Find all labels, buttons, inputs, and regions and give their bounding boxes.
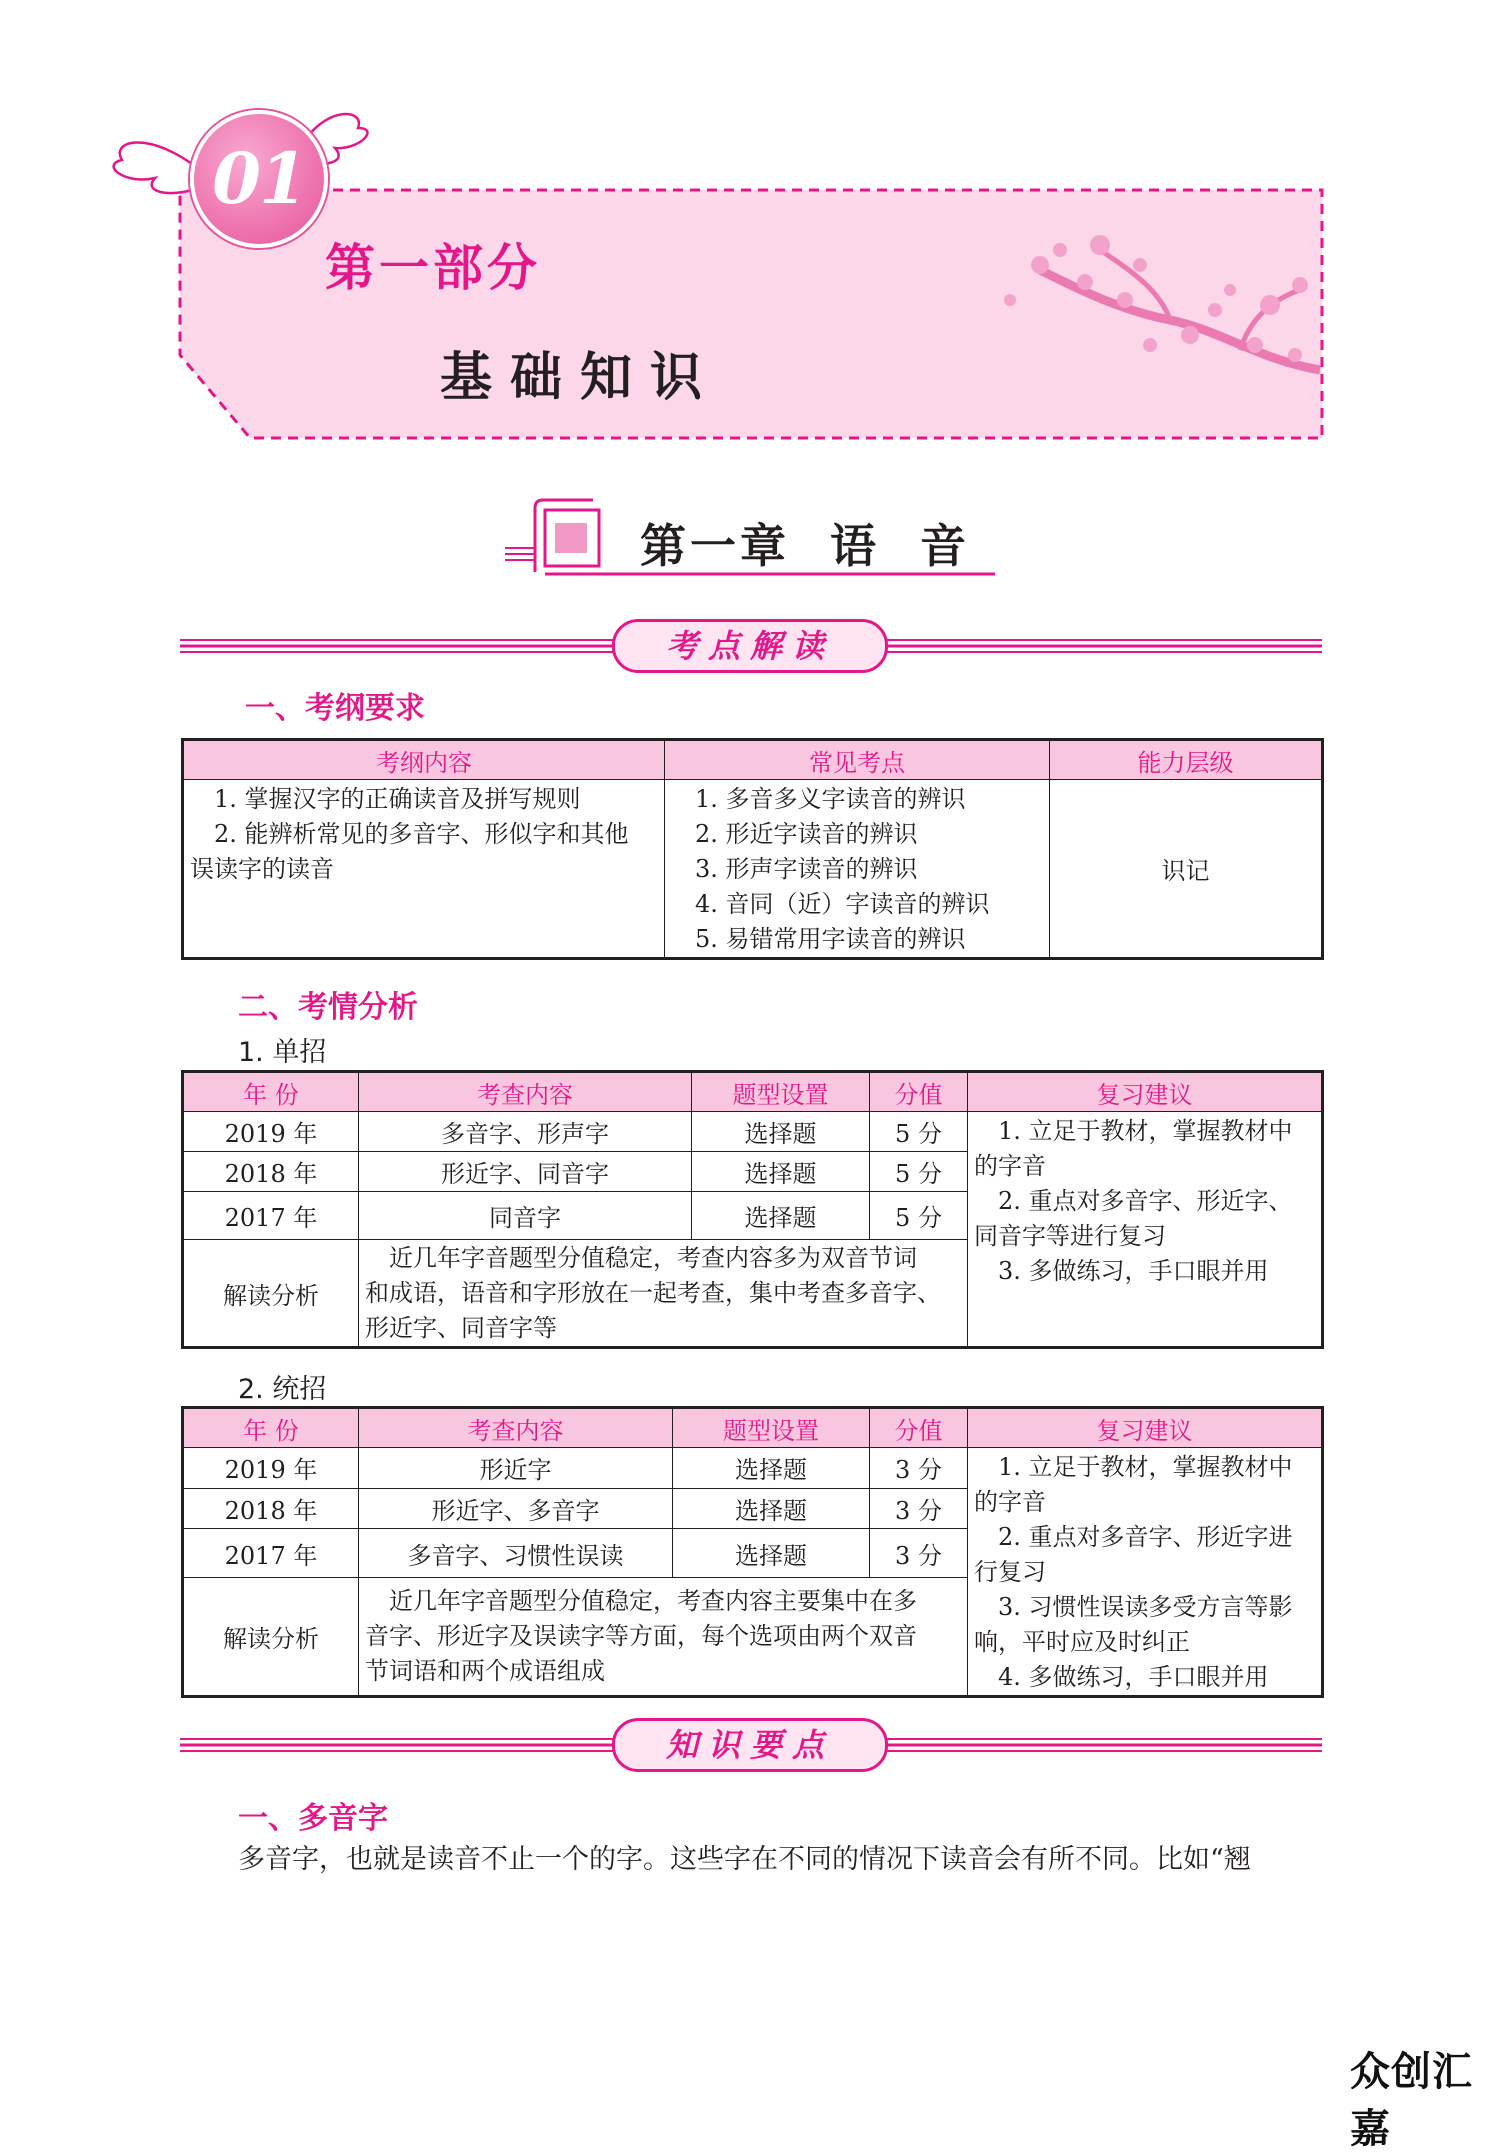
content-cell: 同音字	[359, 1192, 692, 1240]
content-cell: 形近字	[359, 1448, 673, 1489]
part-subtitle: 基础知识	[440, 348, 721, 408]
table-header: 年 份	[183, 1072, 359, 1112]
outline-point: 4. 音同（近）字读音的辨识	[695, 890, 990, 918]
table-header: 能力层级	[1050, 740, 1323, 780]
advice-line: 3. 多做练习，手口眼并用	[998, 1257, 1269, 1285]
score-cell: 5 分	[870, 1192, 968, 1240]
part-title: 第一部分	[325, 239, 541, 297]
unified-heading: 2. 统招	[238, 1374, 327, 1405]
table-header: 分值	[870, 1072, 968, 1112]
table-header: 考查内容	[359, 1408, 673, 1448]
outline-content-line: 2. 能辨析常见的多音字、形似字和其他	[214, 820, 629, 848]
type-cell: 选择题	[673, 1488, 870, 1529]
type-cell: 选择题	[692, 1152, 870, 1192]
advice-line: 2. 重点对多音字、形近字进	[998, 1523, 1293, 1551]
score-cell: 3 分	[870, 1529, 968, 1578]
advice-line: 行复习	[974, 1558, 1046, 1586]
advice-line: 3. 习惯性误读多受方言等影	[998, 1593, 1293, 1621]
score-cell: 5 分	[870, 1152, 968, 1192]
advice-line: 1. 立足于教材，掌握教材中	[998, 1117, 1293, 1145]
content-cell: 形近字、多音字	[359, 1488, 673, 1529]
content-cell: 多音字、形声字	[359, 1112, 692, 1152]
single-table	[181, 1070, 1324, 1349]
analysis-line: 近几年字音题型分值稳定，考查内容主要集中在多	[389, 1587, 917, 1616]
outline-table	[181, 738, 1324, 960]
table-header: 复习建议	[968, 1072, 1323, 1112]
chapter-title: 第一章 语 音	[640, 519, 971, 573]
advice-line: 1. 立足于教材，掌握教材中	[998, 1453, 1293, 1481]
analysis-line: 和成语，语音和字形放在一起考查，集中考查多音字、	[365, 1278, 941, 1307]
type-cell: 选择题	[692, 1192, 870, 1240]
analysis-line: 近几年字音题型分值稳定，考查内容多为双音节词	[389, 1243, 917, 1272]
analysis-line: 节词语和两个成语组成	[365, 1657, 605, 1686]
advice-line: 4. 多做练习，手口眼并用	[998, 1663, 1269, 1691]
part-number: 01	[212, 137, 306, 220]
table-row	[183, 1448, 1323, 1489]
watermark: 众创汇嘉	[1350, 2049, 1473, 2152]
advice-line: 同音字等进行复习	[974, 1222, 1166, 1250]
table-row	[183, 1112, 1323, 1152]
table-header: 分值	[870, 1408, 968, 1448]
table-header: 考纲内容	[183, 740, 665, 780]
year-cell: 2019 年	[183, 1112, 359, 1152]
outline-content-line: 1. 掌握汉字的正确读音及拼写规则	[214, 785, 581, 813]
part-number-badge	[190, 110, 328, 248]
content-cell: 形近字、同音字	[359, 1152, 692, 1192]
year-cell: 2017 年	[183, 1192, 359, 1240]
outline-point: 2. 形近字读音的辨识	[695, 820, 918, 848]
analysis-line: 形近字、同音字等	[365, 1313, 557, 1342]
table-header: 年 份	[183, 1408, 359, 1448]
type-cell: 选择题	[673, 1529, 870, 1578]
unified-table	[181, 1406, 1324, 1698]
content-cell: 多音字、习惯性误读	[359, 1529, 673, 1578]
score-cell: 3 分	[870, 1448, 968, 1489]
knowledge-heading: 一、多音字	[238, 1801, 388, 1836]
outline-point: 5. 易错常用字读音的辨识	[695, 925, 966, 953]
table-header: 常见考点	[665, 740, 1050, 780]
type-cell: 选择题	[692, 1112, 870, 1152]
outline-content-line: 误读字的读音	[190, 855, 334, 883]
single-heading: 1. 单招	[238, 1037, 327, 1068]
year-cell: 2018 年	[183, 1488, 359, 1529]
table-header: 考查内容	[359, 1072, 692, 1112]
outline-level: 识记	[1050, 780, 1323, 959]
advice-line: 的字音	[974, 1488, 1046, 1516]
type-cell: 选择题	[673, 1448, 870, 1489]
outline-point: 1. 多音多义字读音的辨识	[695, 785, 966, 813]
year-cell: 2019 年	[183, 1448, 359, 1489]
score-cell: 3 分	[870, 1488, 968, 1529]
section-label-exam-reading: 考点解读	[612, 619, 888, 673]
outline-point: 3. 形声字读音的辨识	[695, 855, 918, 883]
analysis-label: 解读分析	[183, 1578, 359, 1697]
advice-line: 响，平时应及时纠正	[974, 1628, 1190, 1656]
outline-heading: 一、考纲要求	[245, 691, 425, 726]
advice-line: 的字音	[974, 1152, 1046, 1180]
analysis-label: 解读分析	[183, 1240, 359, 1348]
table-header: 复习建议	[968, 1408, 1323, 1448]
analysis-heading: 二、考情分析	[238, 990, 418, 1025]
analysis-line: 音字、形近字及误读字等方面，每个选项由两个双音	[365, 1622, 917, 1651]
table-header: 题型设置	[673, 1408, 870, 1448]
section-label-knowledge-points: 知识要点	[612, 1718, 888, 1772]
year-cell: 2018 年	[183, 1152, 359, 1192]
score-cell: 5 分	[870, 1112, 968, 1152]
body-paragraph: 多音字，也就是读音不止一个的字。这些字在不同的情况下读音会有所不同。比如“翘	[238, 1844, 1251, 1875]
year-cell: 2017 年	[183, 1529, 359, 1578]
table-header: 题型设置	[692, 1072, 870, 1112]
advice-line: 2. 重点对多音字、形近字、	[998, 1187, 1293, 1215]
